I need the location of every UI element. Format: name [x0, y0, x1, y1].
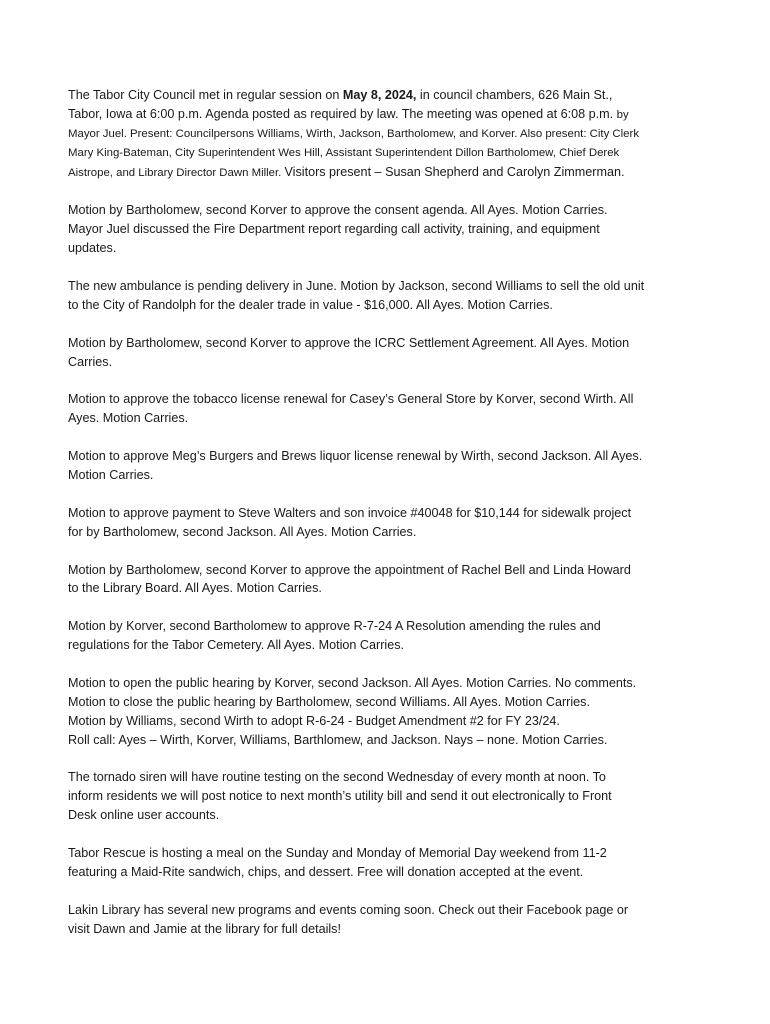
tobacco-license-paragraph	[68, 390, 708, 428]
text-line: Motion to close the public hearing by Bartholomew, second Williams. All Ayes. Motion Carries.	[68, 694, 590, 709]
tornado-siren-paragraph	[68, 768, 708, 825]
consent-agenda-paragraph	[68, 201, 708, 258]
text-line: Desk online user accounts.	[68, 808, 220, 823]
text-line: Ayes. Motion Carries.	[68, 411, 189, 426]
text-line: regulations for the Tabor Cemetery. All Ayes. Motion Carries.	[68, 638, 404, 653]
text-run: in council chambers, 626 Main St.,	[416, 88, 613, 102]
text-line: The tornado siren will have routine testing on the second Wednesday of every month at noon. To	[68, 770, 606, 785]
cemetery-resolution-paragraph	[68, 617, 708, 655]
text-line: to the Library Board. All Ayes. Motion Carries.	[68, 581, 322, 596]
library-programs-paragraph	[68, 901, 708, 939]
text-line: updates.	[68, 241, 117, 256]
text-line	[68, 86, 708, 105]
text-line: Tabor Rescue is hosting a meal on the Sunday and Monday of Memorial Day weekend from 11-2	[68, 846, 607, 861]
text-line: Motion to open the public hearing by Korver, second Jackson. All Ayes. Motion Carries. No comments.	[68, 675, 637, 690]
text-line: Mary King-Bateman, City Superintendent Wes Hill, Assistant Superintendent Dillon Bartholomew, Chief Derek	[68, 146, 620, 159]
text-line: Motion Carries.	[68, 468, 154, 483]
opening-paragraph	[68, 86, 708, 183]
text-line: Motion by Bartholomew, second Korver to approve the appointment of Rachel Bell and Linda Howard	[68, 562, 631, 577]
text-run: Tabor, Iowa at 6:00 p.m. Agenda posted as required by law. The meeting was opened at 6:08 p.m.	[68, 106, 617, 121]
text-run: by	[616, 108, 629, 121]
text-line: Motion by Korver, second Bartholomew to approve R-7-24 A Resolution amending the rules and	[68, 619, 601, 634]
meeting-date: May 8, 2024,	[342, 88, 417, 102]
text-line: Motion by Bartholomew, second Korver to approve the consent agenda. All Ayes. Motion Carries.	[68, 203, 608, 218]
text-line: featuring a Maid-Rite sandwich, chips, and dessert. Free will donation accepted at the event.	[68, 864, 584, 879]
text-line: Motion to approve payment to Steve Walters and son invoice #40048 for $10,144 for sidewalk project	[68, 505, 632, 520]
text-line: Motion to approve Meg’s Burgers and Brews liquor license renewal by Wirth, second Jackson. All Ayes.	[68, 449, 643, 464]
public-hearing-paragraph	[68, 674, 708, 750]
text-line: for by Bartholomew, second Jackson. All Ayes. Motion Carries.	[68, 524, 417, 539]
text-line: The new ambulance is pending delivery in June. Motion by Jackson, second Williams to sell the old unit	[68, 279, 645, 294]
council-minutes-document	[68, 86, 708, 957]
library-board-paragraph	[68, 561, 708, 599]
ambulance-paragraph	[68, 277, 708, 315]
text-line: inform residents we will post notice to next month’s utility bill and send it out electronically to Front	[68, 789, 612, 804]
text-line: Mayor Juel discussed the Fire Department report regarding call activity, training, and equipment	[68, 222, 600, 237]
sidewalk-payment-paragraph	[68, 504, 708, 542]
text-line: Roll call: Ayes – Wirth, Korver, Williams, Barthlomew, and Jackson. Nays – none. Motion Carries.	[68, 732, 608, 747]
text-line: Motion by Williams, second Wirth to adopt R-6-24 - Budget Amendment #2 for FY 23/24.	[68, 713, 560, 728]
text-run: Aistrope, and Library Director Dawn Miller.	[68, 166, 285, 179]
text-line: Carries.	[68, 354, 113, 369]
text-line: Motion by Bartholomew, second Korver to approve the ICRC Settlement Agreement. All Ayes. Motion	[68, 335, 630, 350]
text-line: visit Dawn and Jamie at the library for full details!	[68, 921, 341, 936]
text-run: Visitors present – Susan Shepherd and Carolyn Zimmerman.	[284, 164, 625, 179]
liquor-license-paragraph	[68, 447, 708, 485]
icrc-settlement-paragraph	[68, 334, 708, 372]
text-line: Lakin Library has several new programs and events coming soon. Check out their Facebook page or	[68, 902, 629, 917]
text-line: Motion to approve the tobacco license renewal for Casey’s General Store by Korver, second Wirth. All	[68, 392, 634, 407]
text-run: The Tabor City Council met in regular session on	[68, 88, 343, 102]
tabor-rescue-paragraph	[68, 844, 708, 882]
text-line	[68, 163, 708, 183]
text-line	[68, 105, 708, 125]
text-line: Mayor Juel. Present: Councilpersons Williams, Wirth, Jackson, Bartholomew, and Korver. Also present: City Clerk	[68, 127, 640, 140]
text-line: to the City of Randolph for the dealer trade in value - $16,000. All Ayes. Motion Carries.	[68, 297, 553, 312]
